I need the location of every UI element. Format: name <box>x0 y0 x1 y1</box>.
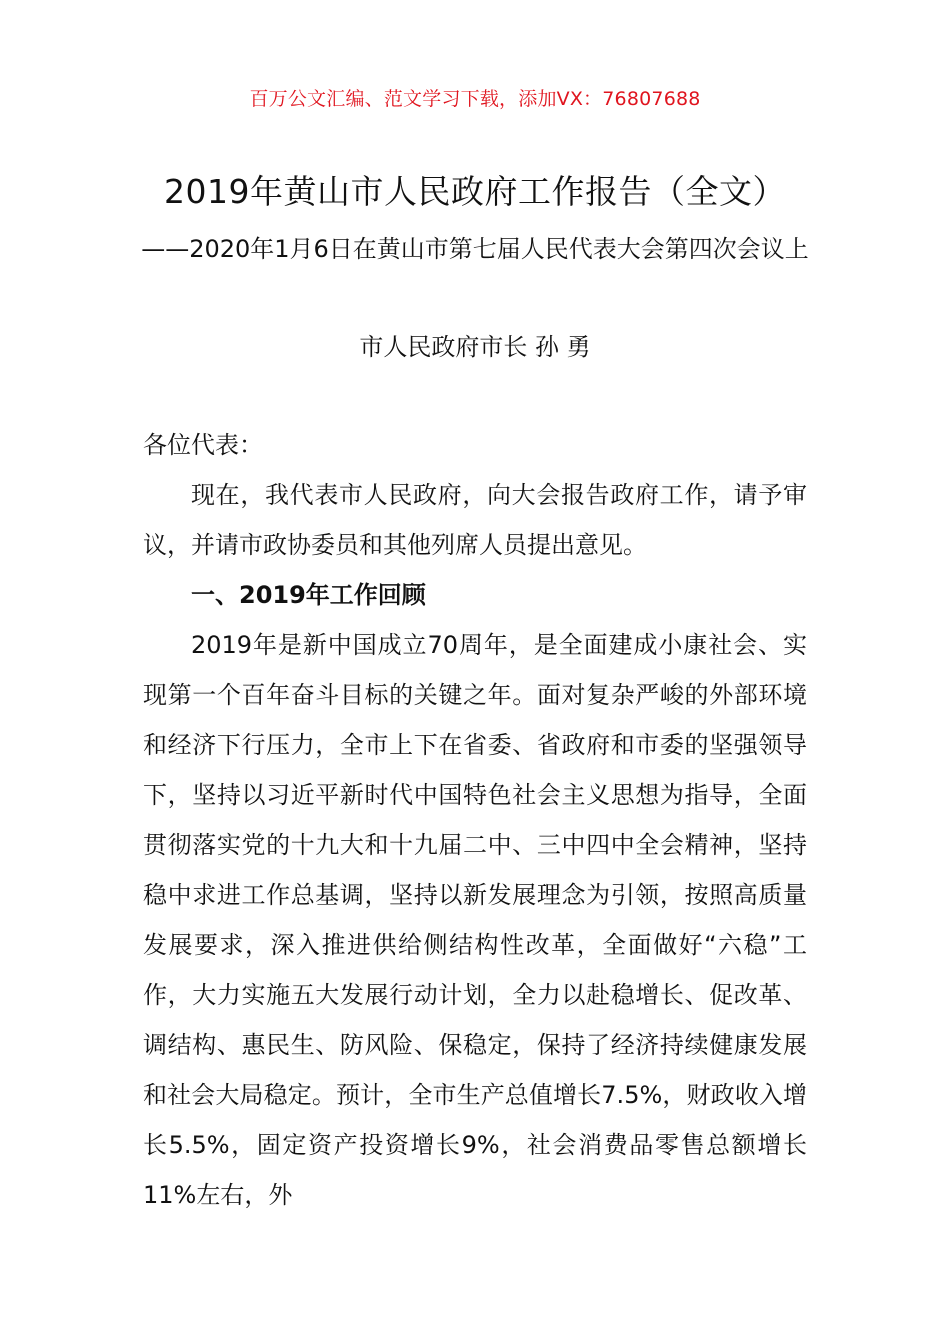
intro-paragraph: 现在，我代表市人民政府，向大会报告政府工作，请予审议，并请市政协委员和其他列席人员提出意见。 <box>143 481 807 559</box>
report-subtitle: ——2020年1月6日在黄山市第七届人民代表大会第四次会议上 <box>141 235 809 263</box>
section-heading: 一、2019年工作回顾 <box>191 581 426 609</box>
report-body <box>143 420 807 1220</box>
salutation: 各位代表： <box>143 431 263 459</box>
review-paragraph: 2019年是新中国成立70周年，是全面建成小康社会、实现第一个百年奋斗目标的关键之年。面对复杂严峻的外部环境和经济下行压力，全市上下在省委、省政府和市委的坚强领导下，坚持以习近平新时代中国特色社会主义思想为指导，全面贯彻落实党的十九大和十九届二中、三中四中全会精神，坚持稳中求进工作总基调，坚持以新发展理念为引领，按照高质量发展要求，深入推进供给侧结构性改革，全面做好“六稳”工作，大力实施五大发展行动计划，全力以赴稳增长、促改革、调结构、惠民生、防风险、保稳定，保持了经济持续健康发展和社会大局稳定。预计，全市生产总值增长7.5%，财政收入增长5.5%，固定资产投资增长9%，社会消费品零售总额增长11%左右，外 <box>143 631 807 1209</box>
report-title: 2019年黄山市人民政府工作报告（全文） <box>164 172 786 211</box>
report-author: 市人民政府市长 孙 勇 <box>359 333 591 361</box>
promo-banner: 百万公文汇编、范文学习下载，添加VX：76807688 <box>249 88 701 110</box>
